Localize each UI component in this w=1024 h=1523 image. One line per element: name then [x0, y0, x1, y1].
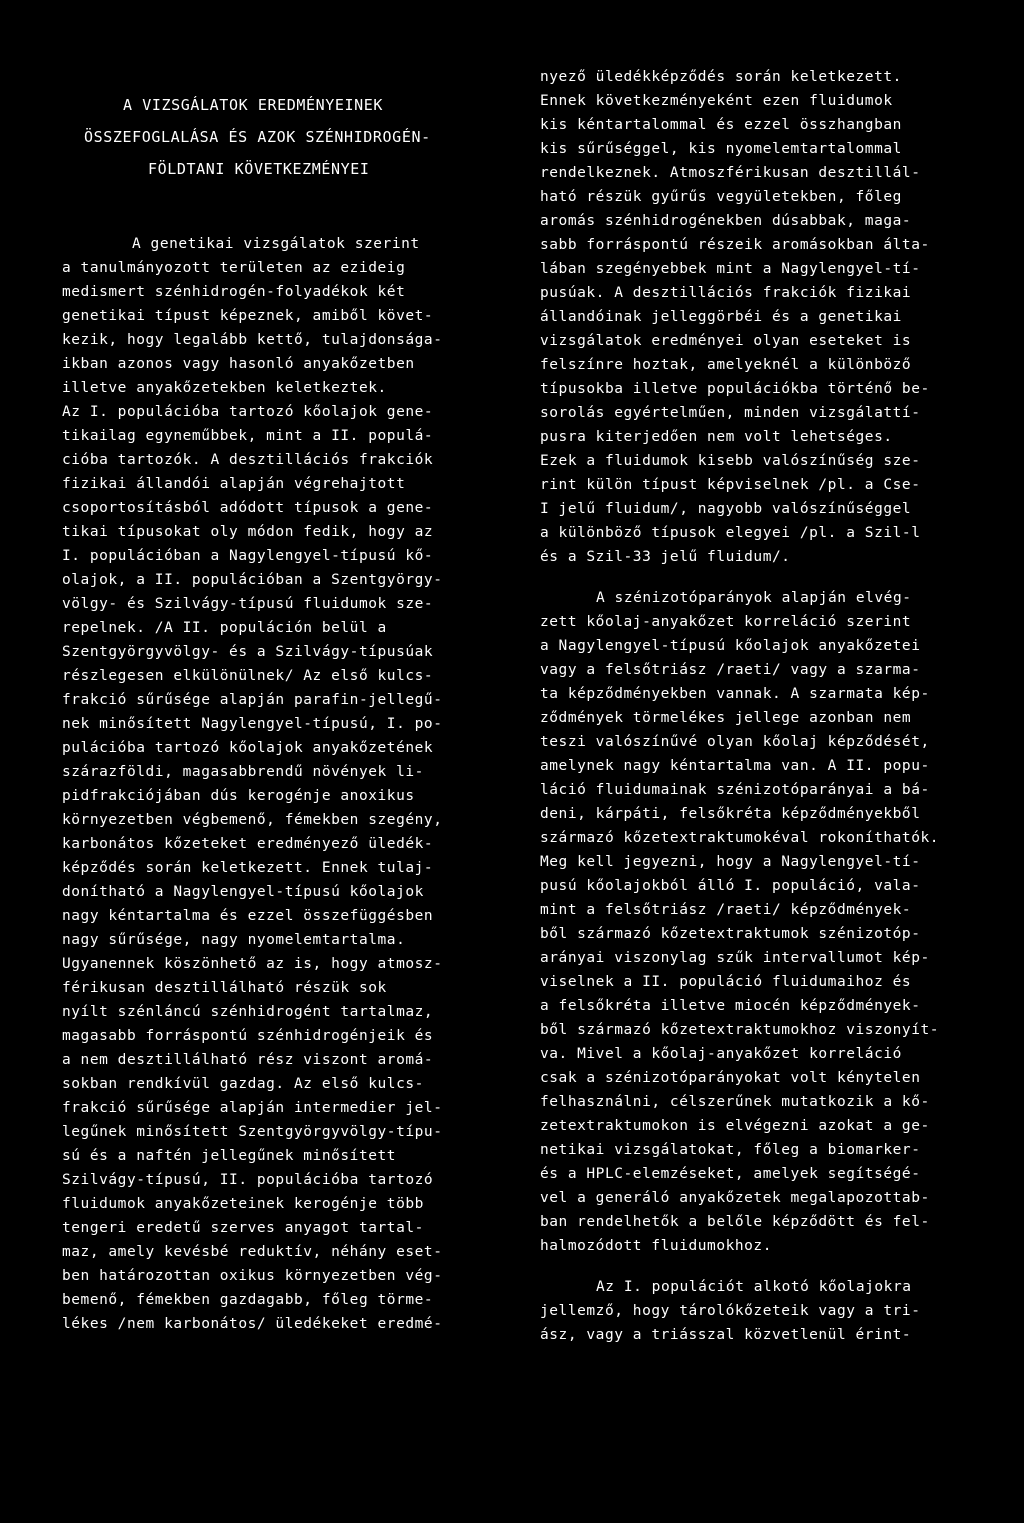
left-line: Szentgyörgyvölgy- és a Szilvágy-típusúak	[62, 644, 434, 660]
left-line: genetikai típust képeznek, amiből követ-	[62, 308, 434, 324]
right-line: pusúak. A desztillációs frakciók fizikai	[540, 285, 912, 301]
right-line: ta képződményekben vannak. A szarmata kép-	[540, 686, 930, 702]
left-line: pulációba tartozó kőolajok anyakőzetének	[62, 740, 434, 756]
left-line: Ugyanennek köszönhető az is, hogy atmosz-	[62, 956, 443, 972]
right-line: aromás szénhidrogénekben dúsabbak, maga-	[540, 213, 912, 229]
right-line: rendelkeznek. Atmoszférikusan desztillál-	[540, 165, 921, 181]
right-line: halmozódott fluidumokhoz.	[540, 1238, 772, 1254]
right-line: Az I. populációt alkotó kőolajokra	[596, 1279, 912, 1295]
left-line: nyílt szénláncú szénhidrogént tartalmaz,	[62, 1004, 434, 1020]
right-line: zetextraktumokon is elvégezni azokat a ge-	[540, 1118, 930, 1134]
right-line: deni, kárpáti, felsőkréta képződményekből	[540, 806, 921, 822]
right-line: Meg kell jegyezni, hogy a Nagylengyel-tí-	[540, 854, 921, 870]
right-line: netikai vizsgálatokat, főleg a biomarker-	[540, 1142, 921, 1158]
left-line: tikai típusokat oly módon fedik, hogy az	[62, 524, 434, 540]
left-line: fizikai állandói alapján végrehajtott	[62, 476, 406, 492]
right-line: típusokba illetve populációkba történő be-	[540, 381, 930, 397]
left-line: illetve anyakőzetekben keletkeztek.	[62, 380, 387, 396]
heading-line-2: ÖSSZEFOGLALÁSA ÉS AZOK SZÉNHIDROGÉN-	[84, 128, 431, 146]
right-line: ható részük gyűrűs vegyületekben, főleg	[540, 189, 902, 205]
right-line: a Nagylengyel-típusú kőolajok anyakőzetei	[540, 638, 921, 654]
left-line: tengeri eredetű szerves anyagot tartal-	[62, 1220, 424, 1236]
left-line: legűnek minősített Szentgyörgyvölgy-típu-	[62, 1124, 443, 1140]
left-line: maz, amely kevésbé reduktív, néhány eset-	[62, 1244, 443, 1260]
right-line: amelynek nagy kéntartalma van. A II. popu-	[540, 758, 930, 774]
right-line: származó kőzetextraktumokéval rokoníthatók.	[540, 830, 940, 846]
left-line: ben határozottan oxikus környezetben vég-	[62, 1268, 443, 1284]
left-line: ikban azonos vagy hasonló anyakőzetben	[62, 356, 415, 372]
right-line: pusú kőolajokból álló I. populáció, vala-	[540, 878, 921, 894]
left-line: Az I. populációba tartozó kőolajok gene-	[62, 404, 434, 420]
right-line: zett kőolaj-anyakőzet korreláció szerint	[540, 614, 912, 630]
right-line: sorolás egyértelműen, minden vizsgálattí-	[540, 405, 921, 421]
left-line: a tanulmányozott területen az ezideig	[62, 260, 406, 276]
right-line: a különböző típusok elegyei /pl. a Szil-l	[540, 525, 921, 541]
right-line: jellemző, hogy tárolókőzeteik vagy a tri-	[540, 1303, 921, 1319]
left-line: bemenő, fémekben gazdagabb, főleg törme-	[62, 1292, 434, 1308]
right-line: kis kéntartalommal és ezzel összhangban	[540, 117, 902, 133]
right-line: ződmények törmelékes jellege azonban nem	[540, 710, 912, 726]
right-line: állandóinak jelleggörbéi és a genetikai	[540, 309, 902, 325]
left-line: donítható a Nagylengyel-típusú kőolajok	[62, 884, 424, 900]
left-line: nagy sűrűsége, nagy nyomelemtartalma.	[62, 932, 406, 948]
right-line: Ennek következményeként ezen fluidumok	[540, 93, 893, 109]
left-line: sokban rendkívül gazdag. Az első kulcs-	[62, 1076, 424, 1092]
right-line: I jelű fluidum/, nagyobb valószínűséggel	[540, 501, 912, 517]
left-line: A genetikai vizsgálatok szerint	[132, 236, 420, 252]
left-line: medismert szénhidrogén-folyadékok két	[62, 284, 406, 300]
left-line: olajok, a II. populációban a Szentgyörgy-	[62, 572, 443, 588]
right-line: nyező üledékképződés során keletkezett.	[540, 69, 902, 85]
left-line: nagy kéntartalma és ezzel összefüggésben	[62, 908, 434, 924]
right-line: kis sűrűséggel, kis nyomelemtartalommal	[540, 141, 902, 157]
left-line: völgy- és Szilvágy-típusú fluidumok sze-	[62, 596, 434, 612]
right-line: Ezek a fluidumok kisebb valószínűség sze-	[540, 453, 921, 469]
left-line: részlegesen elkülönülnek/ Az első kulcs-	[62, 668, 434, 684]
right-line: A szénizotóparányok alapján elvég-	[596, 590, 912, 606]
left-line: fluidumok anyakőzeteinek kerogénje több	[62, 1196, 424, 1212]
left-line: csoportosításból adódott típusok a gene-	[62, 500, 434, 516]
left-line: cióba tartozók. A desztillációs frakciók	[62, 452, 434, 468]
left-line: I. populációban a Nagylengyel-típusú kő-	[62, 548, 434, 564]
right-line: ből származó kőzetextraktumokhoz viszonyít-	[540, 1022, 940, 1038]
heading-line-1: A VIZSGÁLATOK EREDMÉNYEINEK	[123, 96, 384, 114]
left-line: nek minősített Nagylengyel-típusú, I. po-	[62, 716, 443, 732]
left-line: Szilvágy-típusú, II. populációba tartozó	[62, 1172, 434, 1188]
right-line: vel a generáló anyakőzetek megalapozottab-	[540, 1190, 930, 1206]
right-line: vizsgálatok eredményei olyan eseteket is	[540, 333, 912, 349]
left-line: lékes /nem karbonátos/ üledékeket eredmé-	[62, 1316, 443, 1332]
right-line: láció fluidumainak szénizotóparányai a bá-	[540, 782, 930, 798]
right-line: teszi valószínűvé olyan kőolaj képződését,	[540, 734, 930, 750]
right-line: ász, vagy a triásszal közvetlenül érint-	[540, 1327, 912, 1343]
right-line: felhasználni, célszerűnek mutatkozik a kő-	[540, 1094, 930, 1110]
left-line: tikailag egyneműbbek, mint a II. populá-	[62, 428, 434, 444]
right-line: mint a felsőtriász /raeti/ képződmények-	[540, 902, 912, 918]
left-line: magasabb forráspontú szénhidrogénjeik és	[62, 1028, 434, 1044]
heading-line-3: FÖLDTANI KÖVETKEZMÉNYEI	[148, 160, 370, 178]
left-line: karbonátos kőzeteket eredményező üledék-	[62, 836, 434, 852]
left-line: repelnek. /A II. populáción belül a	[62, 620, 387, 636]
right-line: lában szegényebbek mint a Nagylengyel-tí-	[540, 261, 921, 277]
right-line: a felsőkréta illetve miocén képződmények-	[540, 998, 921, 1014]
right-line: va. Mivel a kőolaj-anyakőzet korreláció	[540, 1046, 902, 1062]
right-line: felszínre hoztak, amelyeknél a különböző	[540, 357, 912, 373]
left-line: frakció sűrűsége alapján intermedier jel-	[62, 1100, 443, 1116]
right-line: és a HPLC-elemzéseket, amelyek segítségé-	[540, 1166, 921, 1182]
right-line: viselnek a II. populáció fluidumaihoz és	[540, 974, 912, 990]
right-line: sabb forráspontú részeik aromásokban álta-	[540, 237, 930, 253]
right-line: és a Szil-33 jelű fluidum/.	[540, 549, 791, 565]
right-line: ban rendelhetők a belőle képződött és fel-	[540, 1214, 930, 1230]
left-line: frakció sűrűsége alapján parafin-jellegű-	[62, 692, 443, 708]
left-line: képződés során keletkezett. Ennek tulaj-	[62, 860, 434, 876]
right-line: arányai viszonylag szűk intervallumot kép-	[540, 950, 930, 966]
left-line: sú és a naftén jellegűnek minősített	[62, 1148, 397, 1164]
left-line: férikusan desztillálható részük sok	[62, 980, 387, 996]
right-line: pusra kiterjedően nem volt lehetséges.	[540, 429, 893, 445]
right-line: ből származó kőzetextraktumok szénizotóp-	[540, 926, 921, 942]
left-line: kezik, hogy legalább kettő, tulajdonsága-	[62, 332, 443, 348]
left-line: pidfrakciójában dús kerogénje anoxikus	[62, 788, 415, 804]
left-line: a nem desztillálható rész viszont aromá-	[62, 1052, 434, 1068]
left-line: szárazföldi, magasabbrendű növények li-	[62, 764, 424, 780]
right-line: rint külön típust képviselnek /pl. a Cse-	[540, 477, 921, 493]
left-line: környezetben végbemenő, fémekben szegény,	[62, 812, 443, 828]
right-line: csak a szénizotóparányokat volt kénytelen	[540, 1070, 921, 1086]
right-line: vagy a felsőtriász /raeti/ vagy a szarma-	[540, 662, 921, 678]
